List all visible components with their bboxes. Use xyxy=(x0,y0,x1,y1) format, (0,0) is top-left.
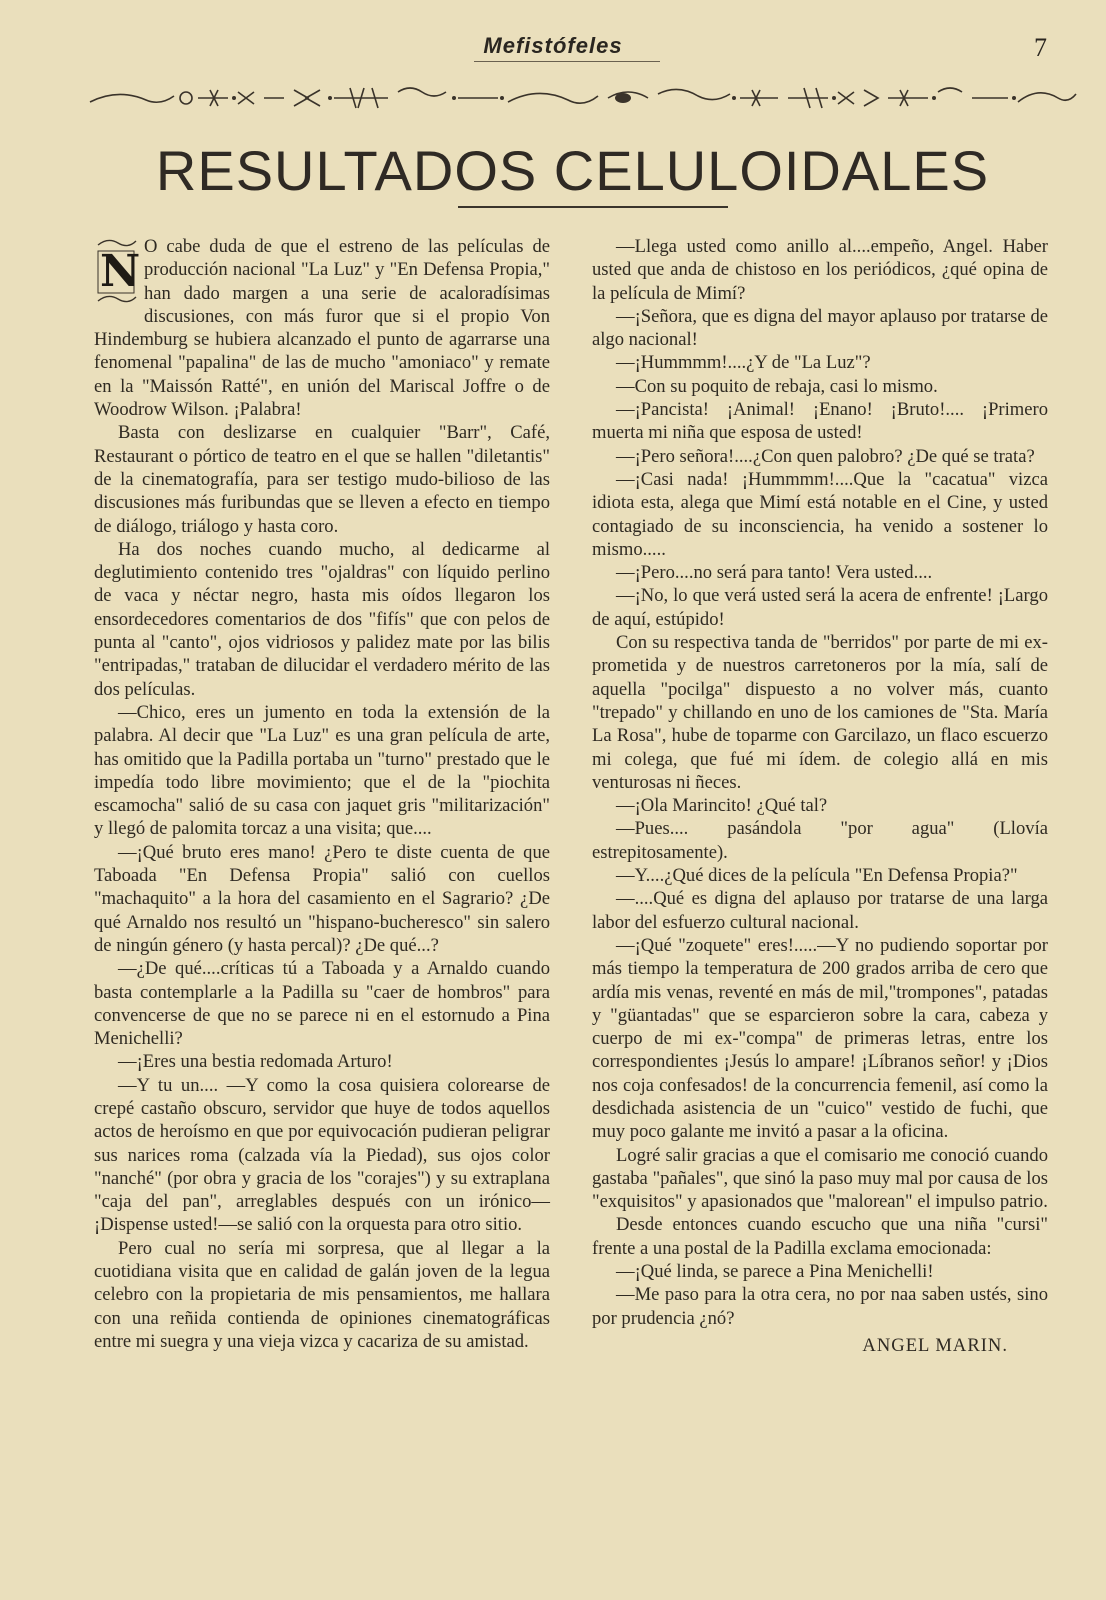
dropcap-letter: N xyxy=(100,246,141,297)
paragraph: —¡No, lo que verá usted será la acera de enfrente! ¡Largo de aquí, estúpido! xyxy=(592,585,1048,630)
paragraph: —Y....¿Qué dices de la película "En Defensa Propia?" xyxy=(616,865,1018,887)
paragraph: Logré salir gracias a que el comisario me conoció cuando gastaba "pañales", que sinó la paso muy mal por causa de los "exquisitos" y apasionados que "malorean" el impulso patrio. xyxy=(592,1144,1048,1213)
masthead: Mefistófeles xyxy=(483,33,623,58)
paragraph: —....Qué es digna del aplauso por tratarse de una larga labor del esfuerzo cultural nacional. xyxy=(592,888,1048,933)
paragraph: —Llega usted como anillo al....empeño, Angel. Haber usted que anda de chistoso en los periódicos, ¿qué opina de la película de Mimí? xyxy=(592,236,1048,304)
right-column xyxy=(592,235,1048,1357)
paragraph: —Pues.... pasándola "por agua" (Llovía estrepitosamente). xyxy=(592,818,1048,863)
page-number: 7 xyxy=(1034,33,1047,62)
paragraph: —Con su poquito de rebaja, casi lo mismo. xyxy=(616,375,938,397)
paragraph: Desde entonces cuando escucho que una niña "cursi" frente a una postal de la Padilla exclama emocionada: xyxy=(592,1214,1048,1259)
paragraph: —¡Pancista! ¡Animal! ¡Enano! ¡Bruto!.... ¡Primero muerta mi niña que esposa de usted! xyxy=(592,399,1048,444)
left-column xyxy=(94,235,550,1353)
drop-cap xyxy=(94,237,141,307)
paragraph: —¿De qué....críticas tú a Taboada y a Arnaldo cuando basta contemplarle a la Padilla su "caer de hombros" para convencerse de que no se parece ni en el estornudo a Pina Menichelli? xyxy=(94,958,550,1050)
paragraph: Ha dos noches cuando mucho, al dedicarme al deglutimiento contenido tres "ojaldras" con líquido perlino de vaca y néctar negro, hasta mis oídos llegaron los ensordecedores comentarios de dos "fifís" que con pelos de punta al "canto", ojos vidriosos y palidez mate por las bilis "entripadas," trataban de dilucidar el verdadero mérito de las dos películas. xyxy=(94,538,550,700)
paragraph: —¡Qué linda, se parece a Pina Menichelli! xyxy=(616,1261,934,1283)
paragraph: —¡Pero señora!....¿Con quen palobro? ¿De qué se trata? xyxy=(616,445,1035,467)
paragraph: —¡Pero....no será para tanto! Vera usted.... xyxy=(616,562,933,584)
paragraph: Pero cual no sería mi sorpresa, que al llegar a la cuotidiana visita que en calidad de galán joven de la legua celebro con la propietaria de mis pensamientos, me hallara con una reñida contienda de opiniones cinematográficas entre mi suegra y una vieja vizca y cacariza de su amistad. xyxy=(94,1237,550,1352)
article-title: RESULTADOS CELULOIDALES xyxy=(155,139,990,202)
paragraph: —¡Qué bruto eres mano! ¿Pero te diste cuenta de que Taboada "En Defensa Propia" salió con cuellos "machaquito" a la hora del casamiento en el Sagrario? ¿De qué Arnaldo nos resultó un "hispano-bucheresco" sin salero de ningún género (y hasta percal)? ¿De qué...? xyxy=(94,841,550,956)
paragraph: —¡Ola Marincito! ¿Qué tal? xyxy=(616,795,828,817)
paragraph: Con su respectiva tanda de "berridos" por parte de mi ex-prometida y de nuestros carretoneros por la mía, salí de aquella "pocilga" dispuesto a no volver más, cuanto "trepado" y chillando en uno de los camiones de "Sta. María La Rosa", hube de toparme con Garcilazo, un flaco escuerzo mi colega, que fué mi ídem. de colegio allá en mis venturosas ni ñeces. xyxy=(592,632,1048,793)
ornamental-border-icon xyxy=(88,80,1078,116)
paragraph: Basta con deslizarse en cualquier "Barr", Café, Restaurant o pórtico de teatro en el que se hallen "diletantis" de la cinematografía, para ser testigo mudo-bilioso de las discusiones más furibundas que se lleven a efecto en tiempo de diálogo, triálogo y hasta coro. xyxy=(94,422,550,537)
paragraph: —Chico, eres un jumento en toda la extensión de la palabra. Al decir que "La Luz" es una gran película de arte, has omitido que la Padilla portaba un "turno" prestado que le impedía todo libre movimiento; que el de la "piochita escamocha" salió de su casa con jaquet gris "militarización" y llegó de palomita torcaz a una visita; que.... xyxy=(94,701,550,840)
author-signature: ANGEL MARIN. xyxy=(862,1334,1008,1356)
paragraph: —¡Hummmm!....¿Y de "La Luz"? xyxy=(616,352,871,374)
masthead-rule xyxy=(474,61,660,62)
paragraph: —¡Eres una bestia redomada Arturo! xyxy=(118,1051,393,1073)
paragraph: —Me paso para la otra cera, no por naa saben ustés, sino por prudencia ¿nó? xyxy=(592,1284,1048,1329)
paragraph: —¡Casi nada! ¡Hummmm!....Que la "cacatua" vizca idiota esta, alega que Mimí está notable en el Cine, y usted contagiado de su inconsciencia, ha venido a sostener lo mismo..... xyxy=(592,468,1048,560)
paragraph: —Y tu un.... —Y como la cosa quisiera colorearse de crepé castaño obscuro, servidor que huye de todos aquellos actos de heroísmo en que por equivocación pudieran peligrar sus narices roma (calzada vía la Piedad), sus ojos color "nanché" (por obra y gracia de los "corajes") y su extraplana "caja del pan", arreglables después con un irónico— ¡Dispense usted!—se salió con la orquesta para otro sitio. xyxy=(94,1074,550,1236)
paragraph: O cabe duda de que el estreno de las películas de producción nacional "La Luz" y "En Defensa Propia," han dado margen a una serie de acaloradísimas discusiones, con más furor que si el propio Von Hindemburg se hubiera alcanzado el punto de agarrarse una fenomenal "papalina" de las de mucho "amoniaco" y remate en la "Maissón Ratté", en unión del Mariscal Joffre o de Woodrow Wilson. ¡Palabra! xyxy=(94,236,550,421)
title-rule xyxy=(458,206,728,208)
paragraph: —¡Señora, que es digna del mayor aplauso por tratarse de algo nacional! xyxy=(592,305,1048,351)
paragraph: —¡Qué "zoquete" eres!.....—Y no pudiendo soportar por más tiempo la temperatura de 200 grados arriba de cero que ardía mis venas, reventé en más de mil,"trompones", patadas y "güantadas" que se esparcieron sobre la cara, cabeza y cuerpo de mi ex-"compa" de primeras letras, entre los correspondientes ¡Jesús lo ampare! ¡Líbranos señor! y ¡Dios nos coja confesados! de la concurrencia femenil, así como la desdichada asistencia de un "cuico" vestido de fuchi, que muy poco galante me invitó a pasar a la oficina. xyxy=(592,934,1048,1143)
